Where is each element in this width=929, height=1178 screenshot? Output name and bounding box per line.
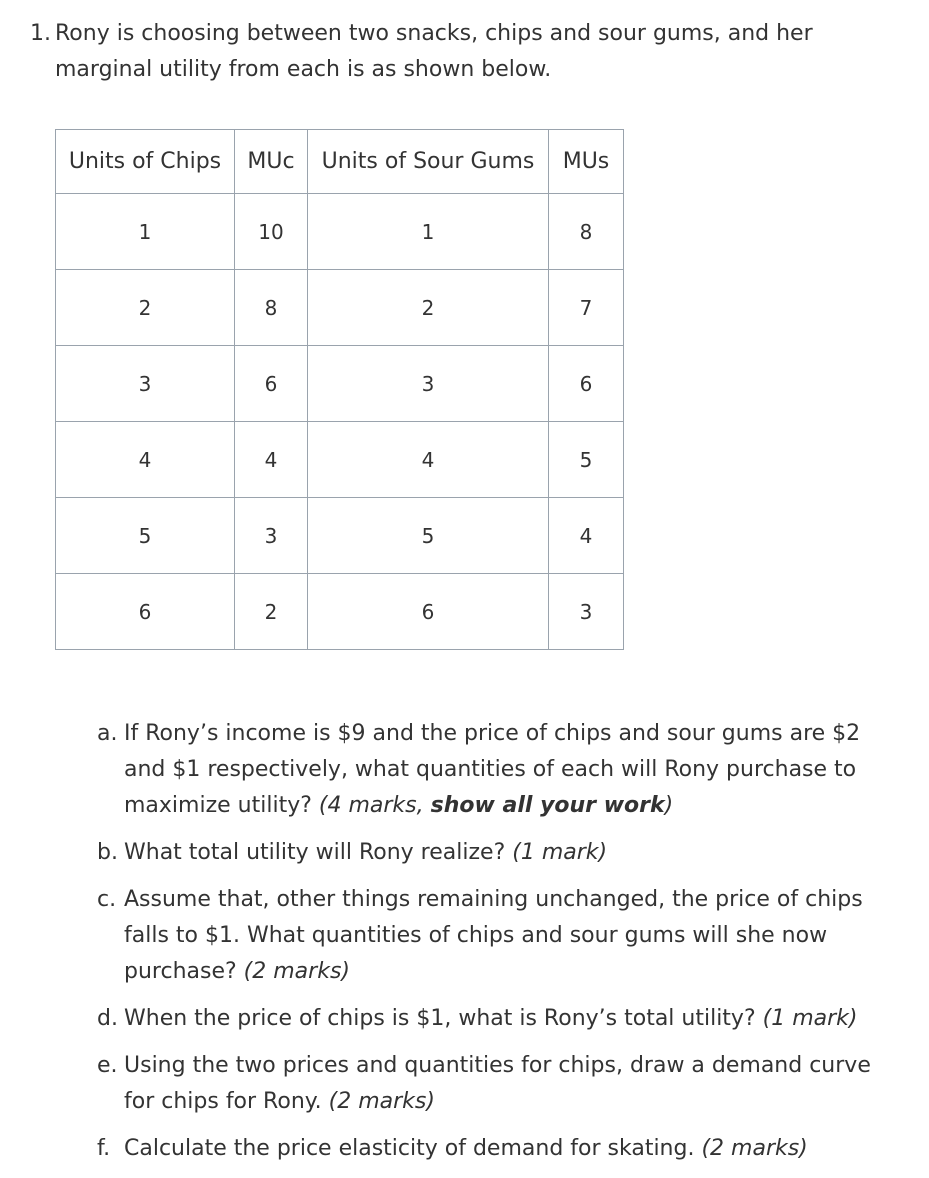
subquestion-c <box>97 882 887 990</box>
cell-muc: 8 <box>235 270 308 346</box>
subquestion-text: Using the two prices and quantities for chips, draw a demand curve for chips for Rony. <box>124 1053 871 1114</box>
cell-chips-units: 5 <box>56 498 235 574</box>
subquestion-letter: e. <box>97 1053 118 1078</box>
header-units-of-sour-gums: Units of Sour Gums <box>308 130 549 194</box>
cell-sour-gums-units: 5 <box>308 498 549 574</box>
cell-muc: 4 <box>235 422 308 498</box>
cell-chips-units: 6 <box>56 574 235 650</box>
marks-bold: show all your work <box>430 793 665 818</box>
table-row <box>56 194 624 270</box>
cell-muc: 2 <box>235 574 308 650</box>
cell-chips-units: 1 <box>56 194 235 270</box>
cell-muc: 10 <box>235 194 308 270</box>
cell-muc: 6 <box>235 346 308 422</box>
marks: (2 marks) <box>243 959 350 984</box>
subquestion-letter: a. <box>97 721 118 746</box>
cell-mus: 7 <box>549 270 624 346</box>
cell-mus: 3 <box>549 574 624 650</box>
cell-sour-gums-units: 2 <box>308 270 549 346</box>
cell-mus: 6 <box>549 346 624 422</box>
marks-prefix: (4 marks, <box>318 793 431 818</box>
subquestion-d <box>97 1001 887 1037</box>
marks: (1 mark) <box>762 1006 858 1031</box>
cell-sour-gums-units: 1 <box>308 194 549 270</box>
table-row <box>56 422 624 498</box>
marginal-utility-table <box>55 129 624 650</box>
table-header-row <box>56 130 624 194</box>
question-number: 1. <box>30 21 51 46</box>
subquestion-list <box>97 716 887 1178</box>
subquestion-letter: d. <box>97 1006 118 1031</box>
question-text: Rony is choosing between two snacks, chips and sour gums, and her marginal utility from each is as shown below. <box>55 21 813 82</box>
cell-chips-units: 4 <box>56 422 235 498</box>
cell-mus: 8 <box>549 194 624 270</box>
marks-suffix: ) <box>664 793 674 818</box>
table-row <box>56 498 624 574</box>
cell-chips-units: 2 <box>56 270 235 346</box>
cell-mus: 4 <box>549 498 624 574</box>
header-mus: MUs <box>549 130 624 194</box>
subquestion-text: What total utility will Rony realize? <box>124 840 506 865</box>
subquestion-f <box>97 1131 887 1167</box>
marks: (2 marks) <box>328 1089 435 1114</box>
header-muc: MUc <box>235 130 308 194</box>
question-1 <box>30 16 890 88</box>
cell-sour-gums-units: 3 <box>308 346 549 422</box>
table-row <box>56 574 624 650</box>
header-units-of-chips: Units of Chips <box>56 130 235 194</box>
table-row <box>56 346 624 422</box>
subquestion-letter: f. <box>97 1136 111 1161</box>
marks: (1 mark) <box>512 840 608 865</box>
cell-sour-gums-units: 6 <box>308 574 549 650</box>
subquestion-e <box>97 1048 887 1120</box>
subquestion-text: Calculate the price elasticity of demand for skating. <box>124 1136 695 1161</box>
cell-mus: 5 <box>549 422 624 498</box>
cell-muc: 3 <box>235 498 308 574</box>
subquestion-letter: c. <box>97 887 117 912</box>
subquestion-text: Assume that, other things remaining unchanged, the price of chips falls to $1. What quantities of chips and sour gums will she now purchase? <box>124 887 863 984</box>
subquestion-letter: b. <box>97 840 118 865</box>
subquestion-text: When the price of chips is $1, what is Rony’s total utility? <box>124 1006 756 1031</box>
table-row <box>56 270 624 346</box>
cell-sour-gums-units: 4 <box>308 422 549 498</box>
subquestion-a <box>97 716 887 824</box>
marks: (2 marks) <box>701 1136 808 1161</box>
subquestion-text: If Rony’s income is $9 and the price of chips and sour gums are $2 and $1 respectively, what quantities of each will Rony purchase to maximize utility? <box>124 721 861 818</box>
subquestion-b <box>97 835 887 871</box>
cell-chips-units: 3 <box>56 346 235 422</box>
